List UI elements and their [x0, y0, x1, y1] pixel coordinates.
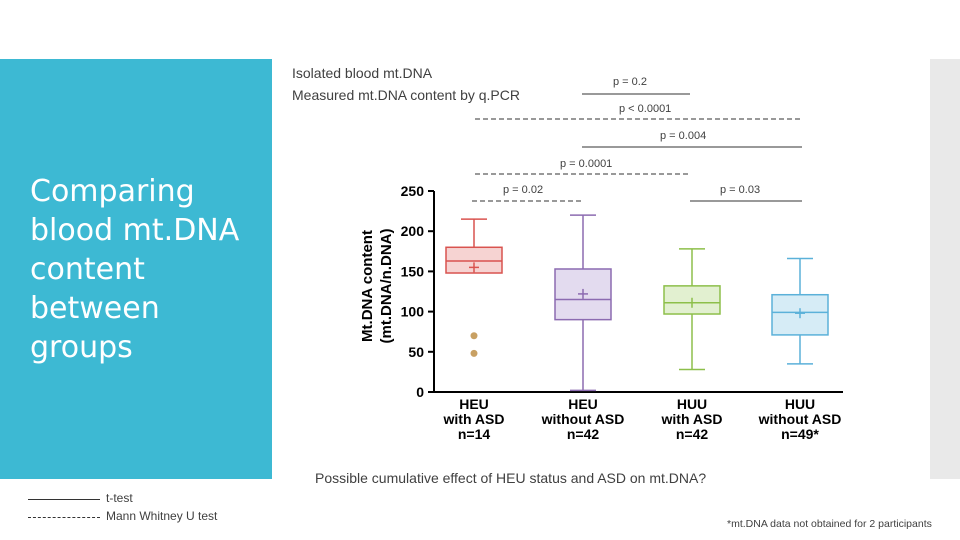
slide-title-line: blood mt.DNA — [30, 213, 240, 248]
p-value-label: p = 0.2 — [613, 76, 647, 88]
box-group — [772, 259, 828, 364]
figure-caption: Possible cumulative effect of HEU status and ASD on mt.DNA? — [315, 470, 707, 486]
p-value-label: p = 0.02 — [503, 184, 544, 196]
x-category-label: n=14 — [457, 426, 491, 442]
slide-title-line: groups — [30, 330, 133, 365]
x-category-label: without ASD — [758, 411, 842, 427]
y-axis-label: Mt.DNA content — [359, 230, 376, 342]
box-group — [664, 249, 720, 370]
x-category-label: HUU — [784, 396, 816, 412]
x-category-label: with ASD — [661, 411, 723, 427]
y-tick-label: 0 — [416, 384, 424, 400]
x-category-label: without ASD — [541, 411, 625, 427]
box-group — [555, 215, 611, 390]
subtitle-line-2: Measured mt.DNA content by q.PCR — [292, 87, 520, 103]
legend-item-mann-whitney — [28, 510, 288, 524]
outlier-point — [471, 332, 478, 339]
y-tick-label: 150 — [400, 263, 424, 280]
legend-label: Mann Whitney U test — [106, 509, 218, 523]
p-value-label: p = 0.03 — [720, 184, 761, 196]
y-axis-label: (mt.DNA/n.DNA) — [378, 228, 395, 344]
legend-item-t-test — [28, 492, 288, 506]
legend-dashed-line — [28, 517, 100, 518]
outlier-point — [471, 350, 478, 357]
legend-label: t-test — [106, 491, 133, 505]
x-category-label: n=42 — [566, 426, 600, 442]
x-category-label: HEU — [459, 396, 489, 412]
slide-title-line: Comparing — [30, 174, 195, 209]
x-category-label: n=49* — [781, 426, 819, 442]
x-category-label: n=42 — [675, 426, 709, 442]
x-category-label: HUU — [676, 396, 708, 412]
box-group — [446, 219, 502, 357]
footnote: *mt.DNA data not obtained for 2 participants — [727, 518, 932, 530]
y-tick-label: 100 — [400, 303, 424, 320]
slide-title-line: between — [30, 291, 160, 326]
x-category-label: HEU — [568, 396, 598, 412]
subtitle-line-1: Isolated blood mt.DNA — [292, 65, 433, 81]
legend-solid-line — [28, 499, 100, 500]
y-tick-label: 50 — [408, 343, 424, 360]
y-tick-label: 200 — [400, 223, 424, 240]
y-tick-label: 250 — [400, 183, 424, 199]
x-category-label: with ASD — [443, 411, 505, 427]
p-value-label: p < 0.0001 — [619, 103, 672, 115]
p-value-label: p = 0.004 — [660, 130, 707, 142]
slide-title-line: content — [30, 252, 145, 287]
p-value-label: p = 0.0001 — [560, 158, 613, 170]
